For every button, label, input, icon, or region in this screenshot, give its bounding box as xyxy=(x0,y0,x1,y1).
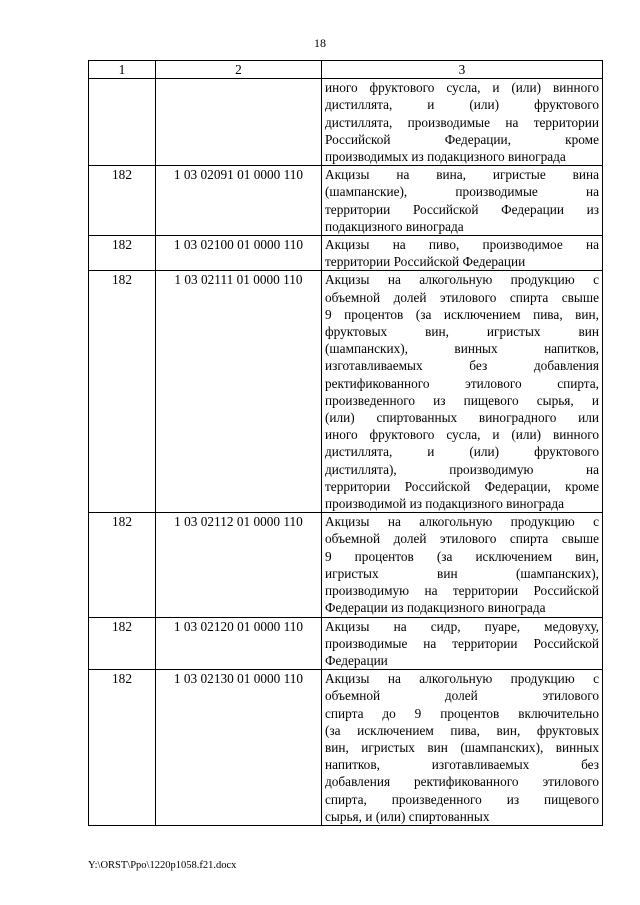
description-line: вин, игристых вин (шампанских), винных xyxy=(325,739,599,755)
description-line: Акцизы на сидр, пуаре, медовуху, xyxy=(325,618,599,634)
admin-code-cell: 182 xyxy=(89,271,156,513)
file-path-footer: Y:\ORST\Ppo\1220p1058.f21.docx xyxy=(88,860,237,871)
description-line: (или) спиртованных виноградного или xyxy=(325,410,599,426)
description-line: (шампанских), винных напитков, xyxy=(325,341,599,357)
description-line: 9 процентов (за исключением вин, xyxy=(325,548,599,564)
budget-code-cell: 1 03 02111 01 0000 110 xyxy=(156,271,322,513)
admin-code-cell: 182 xyxy=(89,670,156,826)
description-line: производимых из подакцизного винограда xyxy=(325,149,566,165)
description-line: Федерации из подакцизного винограда xyxy=(325,600,546,616)
description-line: объемной долей этилового спирта свыше xyxy=(325,531,599,547)
budget-codes-table xyxy=(88,60,603,826)
table-row xyxy=(89,166,603,236)
description-line: изготавливаемых без добавления xyxy=(325,358,599,374)
header-cell-2: 2 xyxy=(156,61,322,79)
description-line: объемной долей этилового спирта свыше xyxy=(325,289,599,305)
admin-code-cell: 182 xyxy=(89,166,156,236)
description-line: сырья, и (или) спиртованных xyxy=(325,808,490,824)
description-line: подакцизного винограда xyxy=(325,218,464,234)
description-cell xyxy=(322,271,603,513)
table-row xyxy=(89,670,603,826)
admin-code-cell: 182 xyxy=(89,513,156,617)
description-line: 9 процентов (за исключением пива, вин, xyxy=(325,306,599,322)
description-line: ректификованного этилового спирта, xyxy=(325,375,599,391)
description-cell xyxy=(322,513,603,617)
description-line: Акцизы на алкогольную продукцию с xyxy=(325,272,599,288)
description-line: дистиллята, и (или) фруктового xyxy=(325,97,599,113)
description-line: производимую на территории Российской xyxy=(325,583,599,599)
budget-code-cell: 1 03 02130 01 0000 110 xyxy=(156,670,322,826)
description-line: спирта до 9 процентов включительно xyxy=(325,705,599,721)
description-cell xyxy=(322,617,603,670)
description-line: произведенного из пищевого сырья, и xyxy=(325,392,599,408)
admin-code-cell xyxy=(89,79,156,166)
description-line: объемной долей этилового xyxy=(325,688,599,704)
description-line: производимые на территории Российской xyxy=(325,635,599,651)
description-line: производимой из подакцизного винограда xyxy=(325,496,564,512)
budget-code-cell: 1 03 02091 01 0000 110 xyxy=(156,166,322,236)
table-row xyxy=(89,271,603,513)
description-line: Российской Федерации, кроме xyxy=(325,131,599,147)
description-cell xyxy=(322,670,603,826)
table-row xyxy=(89,617,603,670)
budget-code-cell: 1 03 02112 01 0000 110 xyxy=(156,513,322,617)
description-line: дистиллята, и (или) фруктового xyxy=(325,444,599,460)
description-line: территории Российской Федерации из xyxy=(325,201,599,217)
budget-code-cell: 1 03 02120 01 0000 110 xyxy=(156,617,322,670)
table-row xyxy=(89,79,603,166)
header-cell-1: 1 xyxy=(89,61,156,79)
description-cell xyxy=(322,166,603,236)
description-line: дистиллята), производимую на xyxy=(325,461,599,477)
page-number: 18 xyxy=(314,36,326,50)
description-line: территории Российской Федерации xyxy=(325,254,526,270)
budget-code-cell xyxy=(156,79,322,166)
description-cell xyxy=(322,236,603,271)
table-row xyxy=(89,513,603,617)
description-line: добавления ректификованного этилового xyxy=(325,774,599,790)
description-line: территории Российской Федерации, кроме xyxy=(325,478,599,494)
description-line: иного фруктового сусла, и (или) винного xyxy=(325,427,599,443)
header-cell-3: 3 xyxy=(322,61,603,79)
description-line: Акцизы на алкогольную продукцию с xyxy=(325,514,599,530)
table-row xyxy=(89,236,603,271)
admin-code-cell: 182 xyxy=(89,617,156,670)
budget-code-cell: 1 03 02100 01 0000 110 xyxy=(156,236,322,271)
description-line: Акцизы на пиво, производимое на xyxy=(325,237,599,253)
description-line: дистиллята, производимые на территории xyxy=(325,114,599,130)
description-cell xyxy=(322,79,603,166)
description-line: иного фруктового сусла, и (или) винного xyxy=(325,80,599,96)
admin-code-cell: 182 xyxy=(89,236,156,271)
description-line: Акцизы на алкогольную продукцию с xyxy=(325,671,599,687)
description-line: фруктовых вин, игристых вин xyxy=(325,324,599,340)
description-line: Акцизы на вина, игристые вина xyxy=(325,167,599,183)
description-line: (шампанские), производимые на xyxy=(325,184,599,200)
table-header-row xyxy=(89,61,603,79)
description-line: Федерации xyxy=(325,652,388,668)
description-line: напитков, изготавливаемых без xyxy=(325,757,599,773)
description-line: игристых вин (шампанских), xyxy=(325,565,599,581)
description-line: (за исключением пива, вин, фруктовых xyxy=(325,722,599,738)
description-line: спирта, произведенного из пищевого xyxy=(325,791,599,807)
